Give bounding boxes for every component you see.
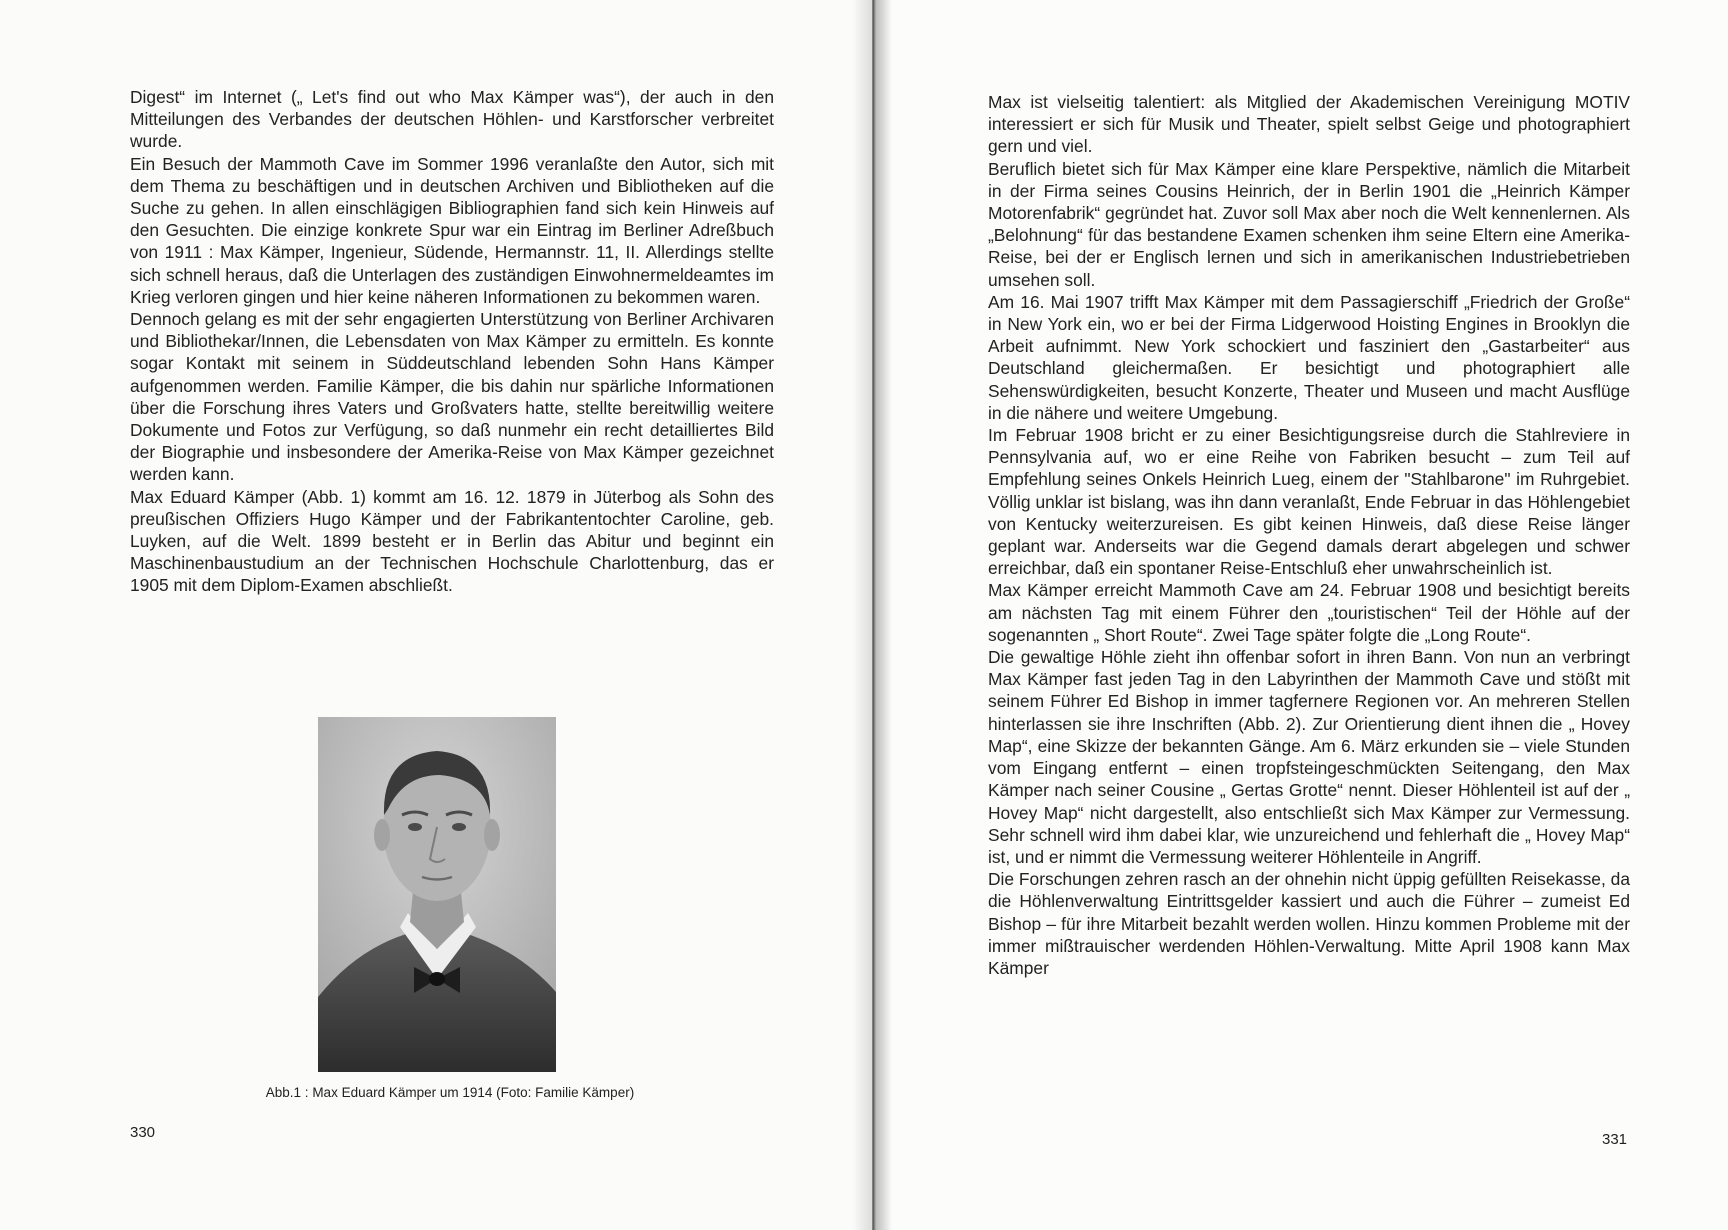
paragraph: Die gewaltige Höhle zieht ihn offenbar sofort in ihren Bann. Von nun an verbringt Max Kämper fast jeden Tag in den Labyrinthen der Mammoth Cave und stößt mit seinem Führer Ed Bishop in immer tagfernere Regionen vor. An mehreren Stellen hinterlassen sie ihre Inschriften (Abb. 2). Zur Orientierung dient ihnen die „ Hovey Map“, eine Skizze der bekannten Gänge. Am 6. März erkunden sie – viele Stunden vom Eingang entfernt – einen tropfsteingeschmückten Seitengang, den Max Kämper nach seiner Cousine „ Gertas Grotte“ nennt. Dieser Höhlenteil ist auf der „ Hovey Map“ nicht dargestellt, also entschließt sich Max Kämper zur Vermessung. Sehr schnell wird ihm dabei klar, wie unzureichend und fehlerhaft die „ Hovey Map“ ist, und er nimmt die Vermessung weiterer Höhlenteile in Angriff. xyxy=(988,647,1630,867)
portrait-photo xyxy=(318,717,556,1072)
paragraph: Die Forschungen zehren rasch an der ohnehin nicht üppig gefüllten Reisekasse, da die Höhlenverwaltung Eintrittsgelder kassiert und auch die Führer – zumeist Ed Bishop – für ihre Mitarbeit bezahlt werden wollen. Hinzu kommen Probleme mit der immer mißtrauischer werdenden Höhlen-Verwaltung. Mitte April 1908 kann Max Kämper xyxy=(988,869,1630,978)
left-page-text xyxy=(130,86,774,597)
paragraph: Beruflich bietet sich für Max Kämper eine klare Perspektive, nämlich die Mitarbeit in der Firma seines Cousins Heinrich, der in Berlin 1901 die „Heinrich Kämper Motorenfabrik“ gegründet hat. Zuvor soll Max aber noch die Welt kennenlernen. Als „Belohnung“ für das bestandene Examen schenken ihm seine Eltern eine Amerika-Reise, bei der er Englisch lernen und sich in amerikanischen Industriebetrieben umsehen soll. xyxy=(988,158,1630,290)
paragraph: Im Februar 1908 bricht er zu einer Besichtigungsreise durch die Stahlreviere in Pennsylvania auf, wo er eine Reihe von Fabriken besucht – zum Teil auf Empfehlung seines Onkels Heinrich Lueg, einem der "Stahlbarone" im Ruhrgebiet. Völlig unklar ist bislang, was ihn dann veranlaßt, Ende Februar in das Höhlengebiet von Kentucky weiterzureisen. Es gibt keinen Hinweis, daß diese Reise länger geplant war. Anderseits war die Gegend damals derart abgelegen und schwer erreichbar, daß ein spontaner Reise-Entschluß eher unwahrscheinlich ist. xyxy=(988,425,1630,579)
right-page xyxy=(872,0,1728,1230)
portrait-illustration xyxy=(318,717,556,1072)
figure-caption: Abb.1 : Max Eduard Kämper um 1914 (Foto: Familie Kämper) xyxy=(265,1085,635,1100)
paragraph: Max Eduard Kämper (Abb. 1) kommt am 16. 12. 1879 in Jüterbog als Sohn des preußischen Offiziers Hugo Kämper und der Fabrikantentochter Caroline, geb. Luyken, auf die Welt. 1899 besteht er in Berlin das Abitur und beginnt ein Maschinenbaustudium an der Technischen Hochschule Charlottenburg, das er 1905 mit dem Diplom-Examen abschließt. xyxy=(130,486,774,596)
paragraph: Dennoch gelang es mit der sehr engagierten Unterstützung von Berliner Archivaren und Bibliothekar/Innen, die Lebensdaten von Max Kämper zu ermitteln. Es konnte sogar Kontakt mit seinem in Süddeutschland lebenden Sohn Hans Kämper aufgenommen werden. Familie Kämper, die bis dahin nur spärliche Informationen über die Forschung ihres Vaters und Großvaters hatte, stellte bereitwillig weitere Dokumente und Fotos zur Verfügung, so daß nunmehr ein recht detailliertes Bild der Biographie und insbesondere der Amerika-Reise von Max Kämper gezeichnet werden kann. xyxy=(130,309,774,485)
book-gutter xyxy=(852,0,892,1230)
page-number: 331 xyxy=(1602,1131,1628,1148)
paragraph: Ein Besuch der Mammoth Cave im Sommer 1996 veranlaßte den Autor, sich mit dem Thema zu beschäftigen und in deutschen Archiven und Bibliotheken auf die Suche zu gehen. In allen einschlägigen Bibliographien fand sich kein Hinweis auf den Gesuchten. Die einzige konkrete Spur war ein Eintrag im Berliner Adreßbuch von 1911 : Max Kämper, Ingenieur, Südende, Hermannstr. 11, II. Allerdings stellte sich schnell heraus, daß die Unterlagen des zuständigen Einwohnermeldeamtes im Krieg verloren gingen und hier keine näheren Informationen zu bekommen waren. xyxy=(130,153,774,307)
page-number: 330 xyxy=(130,1124,156,1141)
paragraph: Digest“ im Internet („ Let's find out who Max Kämper was“), der auch in den Mitteilungen des Verbandes der deutschen Höhlen- und Karstforscher verbreitet wurde. xyxy=(130,87,774,152)
right-page-text xyxy=(988,91,1630,979)
paragraph: Max Kämper erreicht Mammoth Cave am 24. Februar 1908 und besichtigt bereits am nächsten Tag mit einem Führer den „touristischen“ Teil der Höhle auf der sogenannten „ Short Route“. Zwei Tage später folgte die „Long Route“. xyxy=(988,580,1630,645)
paragraph: Am 16. Mai 1907 trifft Max Kämper mit dem Passagierschiff „Friedrich der Große“ in New York ein, wo er bei der Firma Lidgerwood Hoisting Engines in Brooklyn die Arbeit aufnimmt. New York schockiert und fasziniert den „Gastarbeiter“ aus Deutschland gleichermaßen. Er besichtigt und photographiert alle Sehenswürdigkeiten, besucht Konzerte, Theater und Museen und macht Ausflüge in die nähere und weitere Umgebung. xyxy=(988,291,1630,423)
paragraph: Max ist vielseitig talentiert: als Mitglied der Akademischen Vereinigung MOTIV interessiert er sich für Musik und Theater, spielt selbst Geige und photographiert gern und viel. xyxy=(988,92,1630,157)
